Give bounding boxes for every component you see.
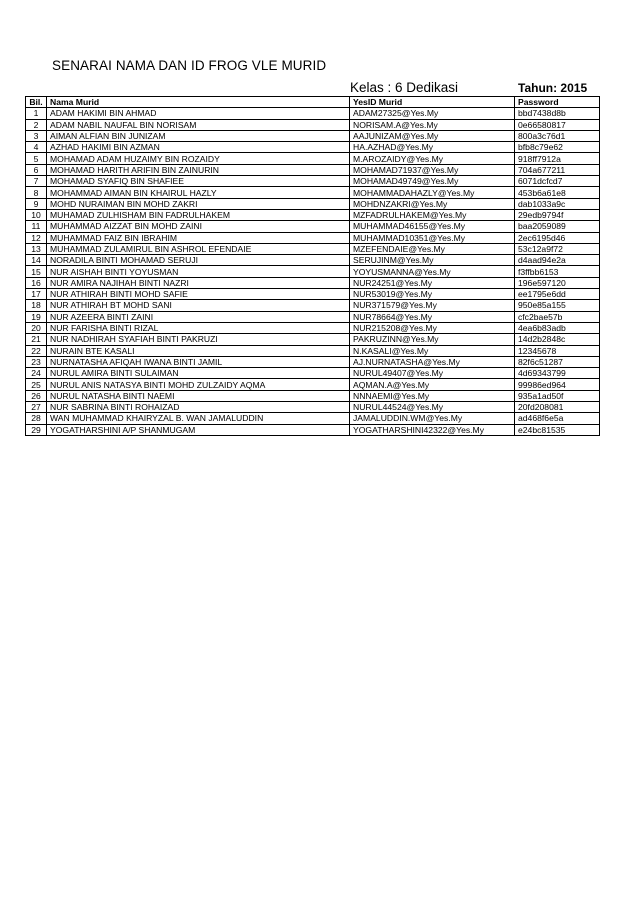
student-name-cell: NUR AISHAH BINTI YOYUSMAN	[47, 266, 350, 277]
student-name-cell: NUR FARISHA BINTI RIZAL	[47, 322, 350, 333]
header-password: Password	[515, 97, 600, 108]
password-cell: 918ff7912a	[515, 153, 600, 164]
table-row	[26, 266, 600, 277]
password-cell: 453b6a61e8	[515, 187, 600, 198]
student-name-cell: NURUL AMIRA BINTI SULAIMAN	[47, 368, 350, 379]
row-number-cell: 20	[26, 322, 47, 333]
table-row	[26, 300, 600, 311]
student-name-cell: MOHAMMAD AIMAN BIN KHAIRUL HAZLY	[47, 187, 350, 198]
student-name-cell: ADAM NABIL NAUFAL BIN NORISAM	[47, 119, 350, 130]
table-row	[26, 322, 600, 333]
row-number-cell: 8	[26, 187, 47, 198]
table-row	[26, 221, 600, 232]
yesid-cell: AAJUNIZAM@Yes.My	[350, 130, 515, 141]
header-yesid-murid: YesID Murid	[350, 97, 515, 108]
row-number-cell: 27	[26, 402, 47, 413]
yesid-cell: NUR78664@Yes.My	[350, 311, 515, 322]
row-number-cell: 17	[26, 289, 47, 300]
password-cell: cfc2bae57b	[515, 311, 600, 322]
yesid-cell: NNNAEMI@Yes.My	[350, 390, 515, 401]
row-number-cell: 15	[26, 266, 47, 277]
yesid-cell: NUR53019@Yes.My	[350, 289, 515, 300]
table-row	[26, 209, 600, 220]
table-row	[26, 345, 600, 356]
yesid-cell: MZFADRULHAKEM@Yes.My	[350, 209, 515, 220]
row-number-cell: 14	[26, 255, 47, 266]
password-cell: 82f6c51287	[515, 356, 600, 367]
password-cell: ad468f6e5a	[515, 413, 600, 424]
row-number-cell: 2	[26, 119, 47, 130]
yesid-cell: MOHDNZAKRI@Yes.My	[350, 198, 515, 209]
header-bil: Bil.	[26, 97, 47, 108]
year-label: Tahun: 2015	[518, 81, 588, 95]
table-row	[26, 153, 600, 164]
row-number-cell: 6	[26, 164, 47, 175]
student-name-cell: NURAIN BTE KASALI	[47, 345, 350, 356]
table-row	[26, 402, 600, 413]
password-cell: 29edb9794f	[515, 209, 600, 220]
student-name-cell: NUR NADHIRAH SYAFIAH BINTI PAKRUZI	[47, 334, 350, 345]
table-row	[26, 164, 600, 175]
yesid-cell: NORISAM.A@Yes.My	[350, 119, 515, 130]
yesid-cell: MOHAMAD49749@Yes.My	[350, 176, 515, 187]
yesid-cell: YOGATHARSHINI42322@Yes.My	[350, 424, 515, 435]
row-number-cell: 29	[26, 424, 47, 435]
row-number-cell: 23	[26, 356, 47, 367]
header-nama-murid: Nama Murid	[47, 97, 350, 108]
yesid-cell: MUHAMMAD10351@Yes.My	[350, 232, 515, 243]
yesid-cell: HA.AZHAD@Yes.My	[350, 142, 515, 153]
password-cell: 800a3c76d1	[515, 130, 600, 141]
row-number-cell: 28	[26, 413, 47, 424]
table-row	[26, 424, 600, 435]
table-row	[26, 232, 600, 243]
yesid-cell: MOHAMMADAHAZLY@Yes.My	[350, 187, 515, 198]
yesid-cell: NUR24251@Yes.My	[350, 277, 515, 288]
yesid-cell: ADAM27325@Yes.My	[350, 108, 515, 119]
yesid-cell: AQMAN.A@Yes.My	[350, 379, 515, 390]
table-row	[26, 277, 600, 288]
table-row	[26, 311, 600, 322]
row-number-cell: 21	[26, 334, 47, 345]
yesid-cell: NUR215208@Yes.My	[350, 322, 515, 333]
row-number-cell: 24	[26, 368, 47, 379]
row-number-cell: 10	[26, 209, 47, 220]
password-cell: ee1795e6dd	[515, 289, 600, 300]
password-cell: 4d69343799	[515, 368, 600, 379]
password-cell: 2ec6195d46	[515, 232, 600, 243]
student-name-cell: AZHAD HAKIMI BIN AZMAN	[47, 142, 350, 153]
student-name-cell: NURUL ANIS NATASYA BINTI MOHD ZULZAIDY AQMA	[47, 379, 350, 390]
yesid-cell: NURUL49407@Yes.My	[350, 368, 515, 379]
yesid-cell: N.KASALI@Yes.My	[350, 345, 515, 356]
password-cell: 935a1ad50f	[515, 390, 600, 401]
student-name-cell: NURUL NATASHA BINTI NAEMI	[47, 390, 350, 401]
student-name-cell: MUHAMMAD AIZZAT BIN MOHD ZAINI	[47, 221, 350, 232]
yesid-cell: SERUJINM@Yes.My	[350, 255, 515, 266]
password-cell: 53c12a9f72	[515, 243, 600, 254]
password-cell: bfb8c79e62	[515, 142, 600, 153]
table-row	[26, 108, 600, 119]
table-row	[26, 255, 600, 266]
row-number-cell: 3	[26, 130, 47, 141]
password-cell: 99986ed964	[515, 379, 600, 390]
student-name-cell: MOHAMAD SYAFIQ BIN SHAFIEE	[47, 176, 350, 187]
yesid-cell: MZEFENDAIE@Yes.My	[350, 243, 515, 254]
table-row	[26, 379, 600, 390]
password-cell: bbd7438d8b	[515, 108, 600, 119]
student-name-cell: ADAM HAKIMI BIN AHMAD	[47, 108, 350, 119]
student-table	[25, 96, 600, 436]
table-row	[26, 413, 600, 424]
yesid-cell: NURUL44524@Yes.My	[350, 402, 515, 413]
row-number-cell: 25	[26, 379, 47, 390]
row-number-cell: 26	[26, 390, 47, 401]
table-row	[26, 119, 600, 130]
row-number-cell: 13	[26, 243, 47, 254]
row-number-cell: 11	[26, 221, 47, 232]
yesid-cell: M.AROZAIDY@Yes.My	[350, 153, 515, 164]
password-cell: 20fd208081	[515, 402, 600, 413]
student-name-cell: WAN MUHAMMAD KHAIRYZAL B. WAN JAMALUDDIN	[47, 413, 350, 424]
yesid-cell: JAMALUDDIN.WM@Yes.My	[350, 413, 515, 424]
password-cell: 4ea6b83adb	[515, 322, 600, 333]
password-cell: 12345678	[515, 345, 600, 356]
password-cell: 196e597120	[515, 277, 600, 288]
row-number-cell: 9	[26, 198, 47, 209]
student-name-cell: MUHAMAD ZULHISHAM BIN FADRULHAKEM	[47, 209, 350, 220]
table-row	[26, 130, 600, 141]
student-name-cell: NUR ATHIRAH BT MOHD SANI	[47, 300, 350, 311]
table-row	[26, 334, 600, 345]
yesid-cell: MUHAMMAD46155@Yes.My	[350, 221, 515, 232]
class-label: Kelas : 6 Dedikasi	[350, 80, 459, 95]
row-number-cell: 7	[26, 176, 47, 187]
table-row	[26, 289, 600, 300]
password-cell: dab1033a9c	[515, 198, 600, 209]
password-cell: 704a677211	[515, 164, 600, 175]
table-row	[26, 142, 600, 153]
student-name-cell: NUR ATHIRAH BINTI MOHD SAFIE	[47, 289, 350, 300]
table-row	[26, 198, 600, 209]
student-name-cell: NUR SABRINA BINTI ROHAIZAD	[47, 402, 350, 413]
password-cell: f3ffbb6153	[515, 266, 600, 277]
password-cell: 14d2b2848c	[515, 334, 600, 345]
table-row	[26, 243, 600, 254]
student-name-cell: MUHAMMAD ZULAMIRUL BIN ASHROL EFENDAIE	[47, 243, 350, 254]
table-row	[26, 187, 600, 198]
student-name-cell: NUR AMIRA NAJIHAH BINTI NAZRI	[47, 277, 350, 288]
yesid-cell: AJ.NURNATASHA@Yes.My	[350, 356, 515, 367]
student-name-cell: MOHAMAD HARITH ARIFIN BIN ZAINURIN	[47, 164, 350, 175]
page-title: SENARAI NAMA DAN ID FROG VLE MURID	[52, 58, 327, 73]
row-number-cell: 12	[26, 232, 47, 243]
yesid-cell: PAKRUZINN@Yes.My	[350, 334, 515, 345]
table-header-row	[26, 97, 600, 108]
student-name-cell: NUR AZEERA BINTI ZAINI	[47, 311, 350, 322]
password-cell: 0e66580817	[515, 119, 600, 130]
password-cell: 950e85a155	[515, 300, 600, 311]
password-cell: 6071dcfcd7	[515, 176, 600, 187]
row-number-cell: 22	[26, 345, 47, 356]
row-number-cell: 1	[26, 108, 47, 119]
password-cell: baa2059089	[515, 221, 600, 232]
row-number-cell: 16	[26, 277, 47, 288]
table-row	[26, 368, 600, 379]
student-name-cell: YOGATHARSHINI A/P SHANMUGAM	[47, 424, 350, 435]
row-number-cell: 5	[26, 153, 47, 164]
table-row	[26, 390, 600, 401]
student-name-cell: MOHD NURAIMAN BIN MOHD ZAKRI	[47, 198, 350, 209]
yesid-cell: NUR371579@Yes.My	[350, 300, 515, 311]
yesid-cell: MOHAMAD71937@Yes.My	[350, 164, 515, 175]
password-cell: d4aad94e2a	[515, 255, 600, 266]
row-number-cell: 19	[26, 311, 47, 322]
password-cell: e24bc81535	[515, 424, 600, 435]
student-name-cell: NURNATASHA AFIQAH IWANA BINTI JAMIL	[47, 356, 350, 367]
row-number-cell: 18	[26, 300, 47, 311]
table-body	[26, 108, 600, 436]
student-name-cell: AIMAN ALFIAN BIN JUNIZAM	[47, 130, 350, 141]
student-name-cell: MUHAMMAD FAIZ BIN IBRAHIM	[47, 232, 350, 243]
student-name-cell: NORADILA BINTI MOHAMAD SERUJI	[47, 255, 350, 266]
row-number-cell: 4	[26, 142, 47, 153]
table-row	[26, 356, 600, 367]
table-row	[26, 176, 600, 187]
student-name-cell: MOHAMAD ADAM HUZAIMY BIN ROZAIDY	[47, 153, 350, 164]
yesid-cell: YOYUSMANNA@Yes.My	[350, 266, 515, 277]
